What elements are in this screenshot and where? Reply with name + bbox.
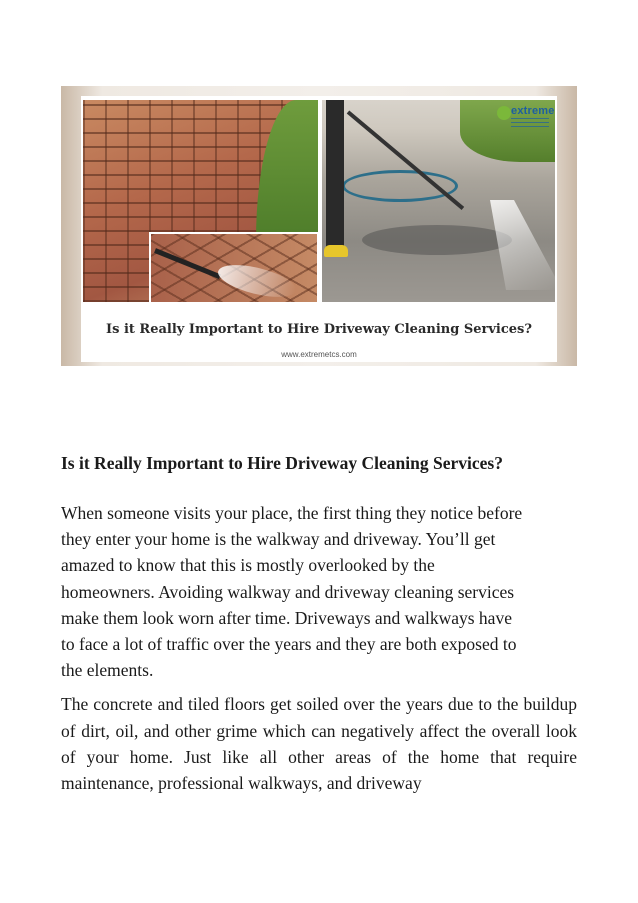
- logo-wordmark: extreme: [511, 105, 555, 117]
- pressure-wand-icon: [154, 248, 221, 279]
- worker-leg: [326, 100, 344, 250]
- article: [61, 450, 577, 796]
- article-paragraph-1: When someone visits your place, the first thing they notice before they enter your home is the walkway and driveway. You’ll get amazed to know that this is mostly overlooked by the homeowners. Avoiding walkway and driveway cleaning services make them look worn after time. Driveways and walkways have to face a lot of traffic over the years and they are both exposed to the elements.: [61, 503, 523, 681]
- banner-url: www.extremetcs.com: [281, 350, 357, 359]
- yellow-boot-icon: [324, 245, 348, 257]
- article-heading: Is it Really Important to Hire Driveway Cleaning Services?: [61, 453, 503, 473]
- company-logo: [497, 104, 555, 134]
- tile-washing-photo: [149, 232, 318, 302]
- banner-title: Is it Really Important to Hire Driveway Cleaning Services?: [106, 322, 532, 337]
- article-paragraph-2: The concrete and tiled floors get soiled over the years due to the buildup of dirt, oil, and other grime which can negatively affect the overall look of your home. Just like all other areas of the home that require maintenance, professional walkways, and driveway: [61, 694, 577, 794]
- logo-tagline: [511, 118, 549, 130]
- logo-mark-icon: [497, 106, 511, 120]
- banner-image: [61, 86, 577, 366]
- brick-pavers-photo: [83, 100, 318, 302]
- wet-concrete: [362, 225, 512, 255]
- concrete-washing-photo: [322, 100, 555, 302]
- water-spray-icon: [215, 259, 299, 302]
- hose-icon: [342, 170, 458, 202]
- lawn-edge: [256, 100, 318, 240]
